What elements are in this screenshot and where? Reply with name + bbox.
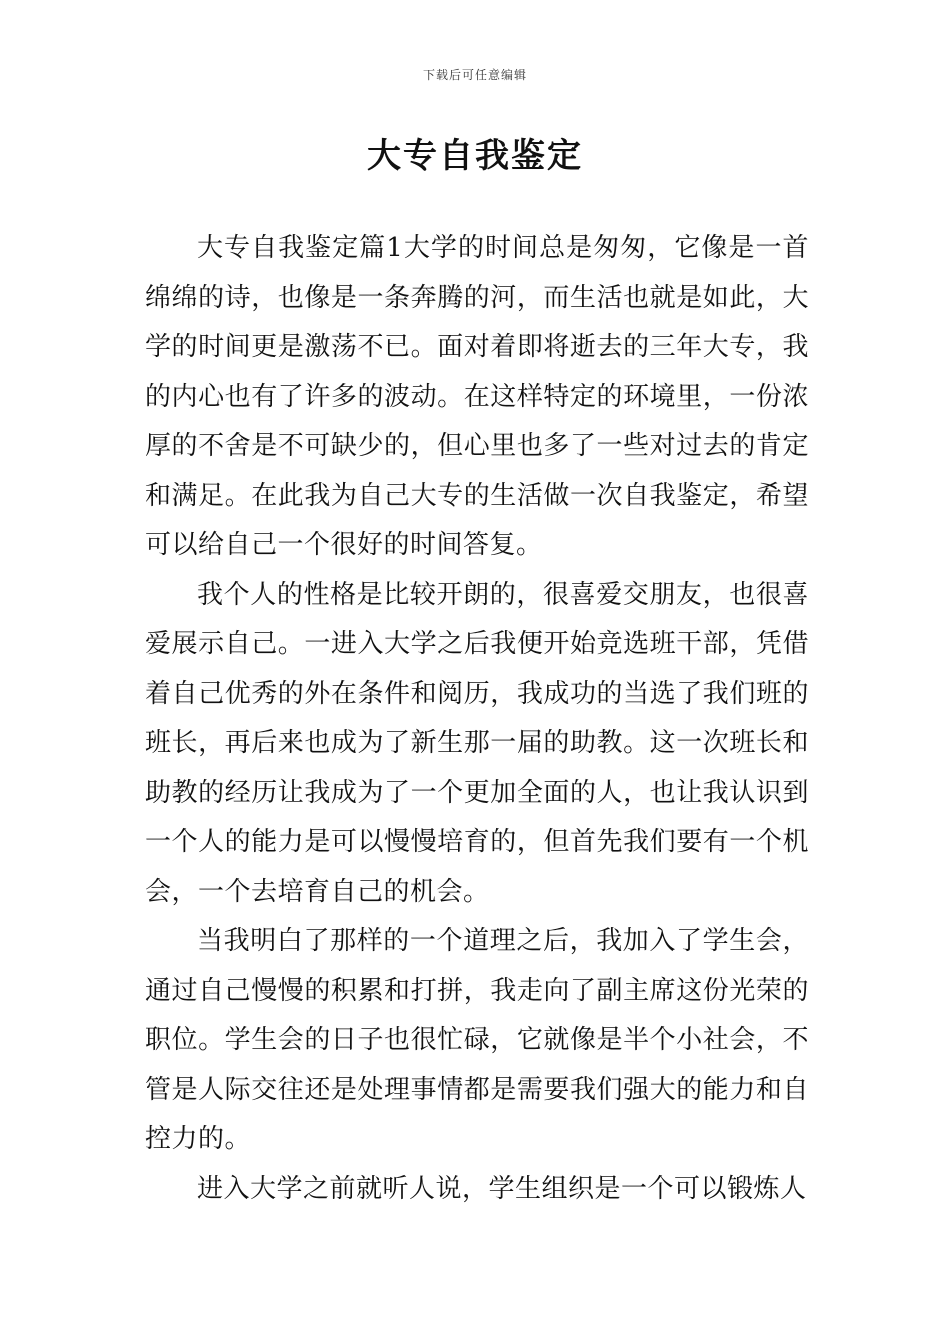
paragraph-1: 大专自我鉴定篇1大学的时间总是匆匆，它像是一首绵绵的诗，也像是一条奔腾的河，而生活也就是如此，大学的时间更是激荡不已。面对着即将逝去的三年大专，我的内心也有了许多的波动。在这样特定的环境里，一份浓厚的不舍是不可缺少的，但心里也多了一些对过去的肯定和满足。在此我为自己大专的生活做一次自我鉴定，希望可以给自己一个很好的时间答复。: [145, 233, 809, 560]
paragraph-4: 进入大学之前就听人说，学生组织是一个可以锻炼人: [197, 1173, 807, 1204]
paragraph-3: 当我明白了那样的一个道理之后，我加入了学生会，通过自己慢慢的积累和打拼，我走向了副主席这份光荣的职位。学生会的日子也很忙碌，它就像是半个小社会，不管是人际交往还是处理事情都是需要我们强大的能力和自控力的。: [145, 926, 809, 1154]
header-note: 下载后可任意编辑: [422, 68, 527, 82]
paragraph-2: 我个人的性格是比较开朗的，很喜爱交朋友，也很喜爱展示自己。一进入大学之后我便开始竞选班干部，凭借着自己优秀的外在条件和阅历，我成功的当选了我们班的班长，再后来也成为了新生那一届的助教。这一次班长和助教的经历让我成为了一个更加全面的人，也让我认识到一个人的能力是可以慢慢培育的，但首先我们要有一个机会，一个去培育自己的机会。: [145, 579, 809, 907]
document-body: [145, 224, 809, 1214]
document-title: 大专自我鉴定: [367, 136, 583, 176]
